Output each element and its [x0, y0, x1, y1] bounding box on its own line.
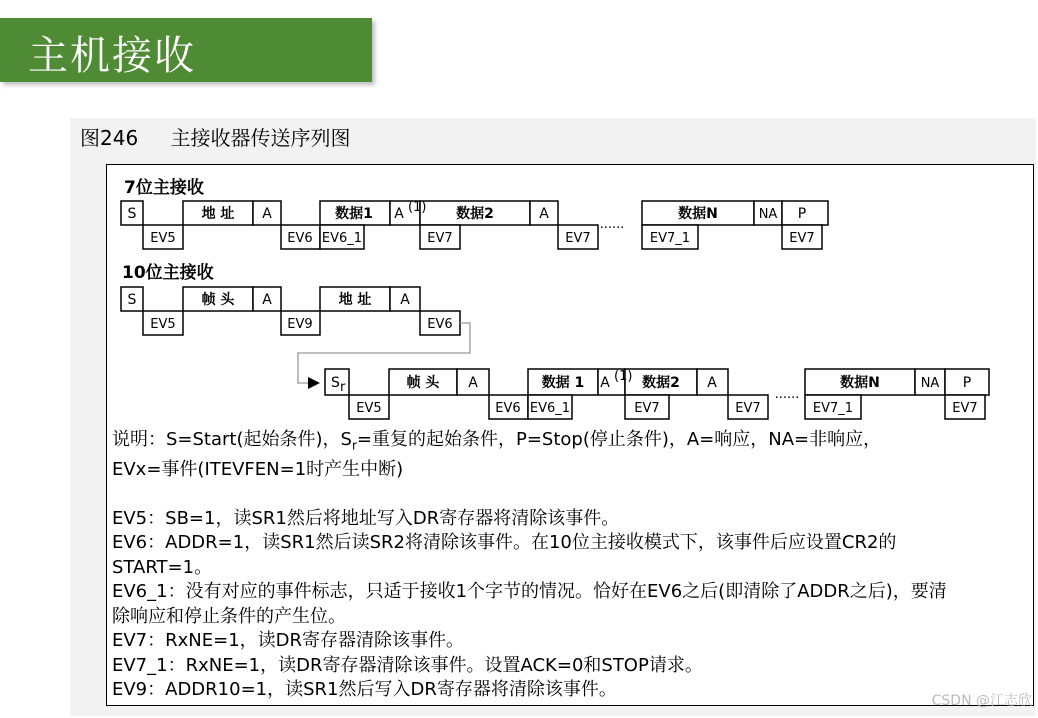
- row2-ev9: EV9: [287, 317, 313, 332]
- note-ev6-1-line2: 除响应和停止条件的产生位。: [112, 605, 346, 627]
- row3-a1: A: [468, 375, 478, 391]
- note-ev6-line1: EV6：ADDR=1，读SR1然后读SR2将清除该事件。在10位主接收模式下，该事件后应设置CR2的: [112, 532, 897, 554]
- legend-line-2: EVx=事件(ITEVFEN=1时产生中断): [112, 459, 404, 481]
- note-ev6-1-line1: EV6_1：没有对应的事件标志，只适于接收1个字节的情况。恰好在EV6之后(即清除了ADDR之后)，要清: [112, 581, 947, 603]
- row3-s: S: [331, 375, 340, 391]
- row2-ev5: EV5: [150, 317, 176, 332]
- row3-ev7-1: EV7_1: [812, 401, 854, 416]
- row3-ellipsis: ......: [774, 387, 800, 402]
- row2-address: 地 址: [338, 292, 372, 308]
- note-ev5: EV5：SB=1，读SR1然后将地址写入DR寄存器将清除该事件。: [112, 507, 620, 529]
- legend-text-b: =重复的起始条件，P=Stop(停止条件)，A=响应，NA=非响应，: [356, 429, 882, 450]
- row3-p: P: [962, 375, 972, 391]
- row3-a3: A: [707, 375, 717, 391]
- row1-ev7-b: EV7: [565, 231, 591, 246]
- watermark: CSDN @江志欣: [931, 693, 1032, 709]
- row1-ellipsis: ......: [599, 217, 625, 232]
- row1-footnote: (1): [408, 200, 427, 215]
- row3-ev6-1: EV6_1: [529, 401, 571, 416]
- section-label-7bit: 7位主接收: [124, 178, 204, 198]
- legend-line-1: [112, 428, 1027, 458]
- row3-ev7-a: EV7: [634, 401, 660, 416]
- legend-subscript: r: [351, 438, 357, 453]
- row1-bottom-cells: [143, 225, 822, 249]
- row3-bottom-cells: [349, 395, 985, 419]
- row1-p: P: [797, 206, 807, 222]
- row3-s-subscript: r: [340, 380, 346, 395]
- note-ev7-1: EV7_1：RxNE=1，读DR寄存器清除该事件。设置ACK=0和STOP请求。: [112, 654, 703, 676]
- row3-datan: 数据N: [840, 375, 880, 391]
- row3-data2: 数据2: [642, 375, 680, 391]
- row1-data2: 数据2: [456, 206, 494, 222]
- row1-a2: A: [394, 206, 404, 222]
- note-ev9: EV9：ADDR10=1，读SR1然后写入DR寄存器将清除该事件。: [112, 679, 617, 701]
- note-ev6-line2: START=1。: [112, 556, 213, 578]
- row2-a1: A: [262, 292, 272, 308]
- row3-a2: A: [600, 375, 610, 391]
- row1-a3: A: [539, 206, 549, 222]
- row1-data1: 数据1: [335, 206, 373, 222]
- row3-ev7-b: EV7: [735, 401, 761, 416]
- row1-a1: A: [262, 206, 272, 222]
- row1-address: 地 址: [201, 206, 235, 222]
- row1-ev6: EV6: [287, 231, 313, 246]
- row3-data1: 数据 1: [541, 375, 585, 391]
- row3-footnote: (1): [614, 369, 633, 384]
- row2-a2: A: [400, 292, 410, 308]
- row1-ev6-1: EV6_1: [321, 231, 363, 246]
- section-label-10bit: 10位主接收: [122, 263, 214, 283]
- arrowhead-icon: [308, 377, 320, 389]
- row1-ev5: EV5: [150, 231, 176, 246]
- row1-datan: 数据N: [678, 206, 718, 222]
- event-notes: [112, 428, 1027, 703]
- row2-header: 帧 头: [201, 292, 235, 308]
- slide-title: 主机接收: [28, 33, 196, 79]
- row1-na: NA: [758, 207, 778, 222]
- figure-number: 图246: [80, 126, 139, 150]
- row3-header: 帧 头: [406, 375, 440, 391]
- row1-ev7-1: EV7_1: [649, 231, 691, 246]
- figure-title: 主接收器传送序列图: [170, 126, 351, 150]
- note-ev7: EV7：RxNE=1，读DR寄存器清除该事件。: [112, 630, 465, 652]
- row2-ev6: EV6: [427, 317, 453, 332]
- row1-ev7-a: EV7: [427, 231, 453, 246]
- row3-ev5: EV5: [356, 401, 382, 416]
- legend-text-a: 说明：S=Start(起始条件)，S: [112, 429, 352, 450]
- row1-s: S: [127, 206, 137, 222]
- row2-s: S: [127, 292, 137, 308]
- row3-na: NA: [920, 376, 940, 391]
- row1-ev7-c: EV7: [789, 231, 815, 246]
- row3-ev6: EV6: [495, 401, 521, 416]
- row3-ev7-c: EV7: [952, 401, 978, 416]
